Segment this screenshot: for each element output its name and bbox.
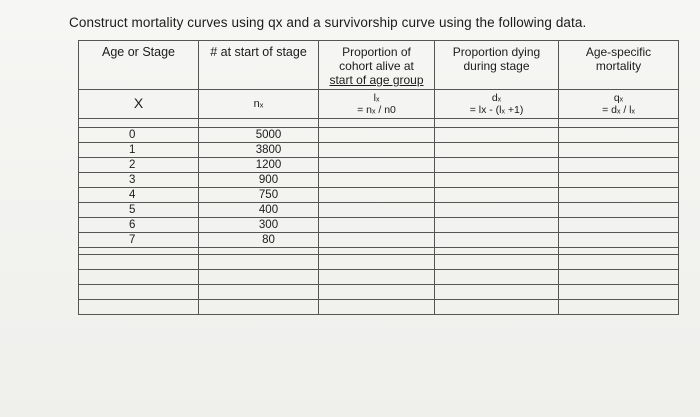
header-proportion-alive: Proportion of cohort alive at start of age group	[319, 41, 435, 90]
symbol-qx: qₓ = dₓ / lₓ	[559, 90, 679, 119]
header-age-specific-mortality: Age-specific mortality	[559, 41, 679, 90]
table-row: 7 80	[79, 233, 679, 248]
blank-row	[79, 285, 679, 300]
header-age-or-stage: Age or Stage	[79, 41, 199, 90]
life-table	[78, 40, 679, 315]
spacer-row	[79, 119, 679, 128]
table-row: 0 5000	[79, 128, 679, 143]
table-row: 3 900	[79, 173, 679, 188]
blank-row	[79, 255, 679, 270]
blank-row	[79, 270, 679, 285]
symbol-lx: lₓ = nₓ / n0	[319, 90, 435, 119]
symbol-dx: dₓ = lx - (lₓ +1)	[435, 90, 559, 119]
table-row: 6 300	[79, 218, 679, 233]
symbol-x: X	[79, 90, 199, 119]
blank-row	[79, 248, 679, 255]
symbol-row	[79, 90, 679, 119]
header-row	[79, 41, 679, 90]
table-row: 5 400	[79, 203, 679, 218]
table-row: 1 3800	[79, 143, 679, 158]
header-proportion-dying: Proportion dying during stage	[435, 41, 559, 90]
table-row: 2 1200	[79, 158, 679, 173]
blank-row	[79, 300, 679, 315]
instructions-text: Construct mortality curves using qx and a survivorship curve using the following data.	[69, 15, 587, 30]
symbol-nx: nₓ	[199, 90, 319, 119]
table-row: 4 750	[79, 188, 679, 203]
header-number-at-start: # at start of stage	[199, 41, 319, 90]
